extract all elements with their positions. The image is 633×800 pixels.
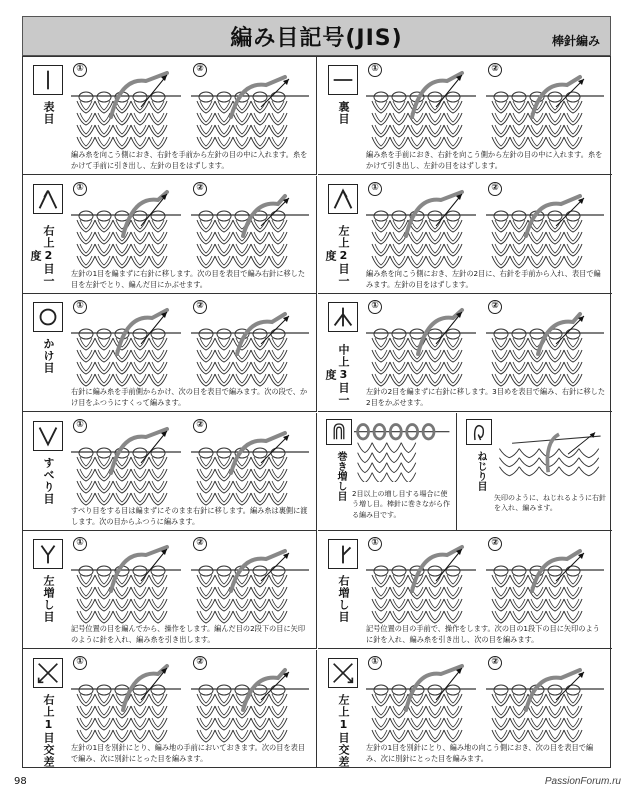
left-k2tog-symbol-icon [328, 184, 358, 214]
cast-on-loop-symbol-icon [326, 419, 352, 445]
yarn-over-symbol-icon [33, 302, 63, 332]
step-two-marker: ② [193, 419, 207, 433]
left-cross-symbol-icon [328, 658, 358, 688]
watermark: PassionForum.ru [544, 776, 621, 787]
stitch-name: すべり目 [42, 456, 55, 505]
knitting-illustration [71, 304, 311, 388]
step-one-marker: ① [73, 656, 87, 670]
step-one-marker: ① [368, 537, 382, 551]
stitch-description: 2目以上の増し目する場合に使う増し目。棒針に巻きながら作る編み目です。 [352, 489, 450, 519]
stitch-name: 表目 [42, 101, 55, 125]
stitch-name: 左上1目交差 [337, 694, 350, 768]
knit-symbol-icon [33, 65, 63, 95]
step-one-marker: ① [73, 63, 87, 77]
page-number: 98 [14, 776, 27, 787]
left-increase-symbol-icon [33, 539, 63, 569]
knitting-illustration [71, 660, 311, 744]
symbol-grid [22, 56, 611, 768]
knitting-illustration [71, 423, 311, 507]
step-two-marker: ② [488, 537, 502, 551]
symbol-cell [318, 294, 612, 412]
stitch-name: ねじり目 [475, 450, 486, 491]
symbol-cell [23, 413, 317, 531]
knitting-illustration [366, 304, 606, 388]
right-increase-symbol-icon [328, 539, 358, 569]
page-subtitle: 棒針編み [551, 34, 600, 48]
stitch-description: すべり目をする目は編まずにそのまま右針に移します。編み糸は裏側に渡します。次の目からふつうに編みます。 [71, 505, 308, 526]
stitch-description: 記号位置の目を編んでから、操作をします。編んだ目の2段下の目に矢印のように針を入れ、編み糸を引き出します。 [71, 624, 306, 645]
stitch-name: 巻き増し目 [335, 450, 346, 501]
knitting-illustration [354, 419, 454, 479]
stitch-description: 右針に編み糸を手前側からかけ、次の目を表目で編みます。次の段で、かけ目をふつうにすくって編みます。 [71, 387, 308, 408]
symbol-cell [23, 294, 317, 412]
stitch-name: 左上2目一度 [324, 225, 350, 288]
step-two-marker: ② [488, 63, 502, 77]
symbol-cell [318, 531, 612, 649]
center-k3tog-symbol-icon [328, 302, 358, 332]
step-one-marker: ① [368, 63, 382, 77]
step-two-marker: ② [193, 300, 207, 314]
knitting-illustration [71, 186, 311, 270]
stitch-name: 右増し目 [337, 575, 350, 624]
step-two-marker: ② [193, 182, 207, 196]
right-cross-symbol-icon [33, 658, 63, 688]
step-one-marker: ① [368, 656, 382, 670]
step-two-marker: ② [193, 63, 207, 77]
stitch-name: かけ目 [42, 338, 55, 375]
twisted-stitch-symbol-icon [466, 419, 492, 445]
step-one-marker: ① [73, 537, 87, 551]
knitting-illustration [366, 660, 606, 744]
stitch-name: 中上3目一度 [324, 343, 350, 406]
symbol-cell [318, 176, 612, 294]
stitch-description: 矢印のように、ねじれるように右針を入れ、編みます。 [494, 493, 606, 513]
stitch-description: 編み糸を向こう側におき、右針を手前から左針の目の中に入れます。糸をかけて手前に引き出し、左針の目をはずします。 [71, 150, 308, 170]
step-two-marker: ② [193, 656, 207, 670]
knitting-illustration [494, 427, 606, 487]
knitting-illustration [366, 541, 606, 625]
step-two-marker: ② [488, 656, 502, 670]
stitch-name: 右上2目一度 [29, 225, 55, 288]
purl-symbol-icon [328, 65, 358, 95]
split-divider [456, 413, 457, 531]
knitting-illustration [71, 541, 311, 625]
page-title: 編み目記号(JIS) [230, 26, 403, 51]
step-one-marker: ① [73, 182, 87, 196]
symbol-cell [318, 57, 612, 175]
stitch-description: 編み糸を手前におき、右針を向こう側から左針の目の中に入れます。糸をかけて引き出し、左針の目をはずします。 [366, 150, 603, 170]
stitch-description: 編み糸を向こう側におき、左針の2目に、右針を手前から入れ、表目で編みます。左針の目をはずします。 [366, 268, 601, 289]
step-two-marker: ② [488, 300, 502, 314]
stitch-name: 右上1目交差 [42, 694, 55, 768]
symbol-cell [23, 650, 317, 768]
step-one-marker: ① [73, 419, 87, 433]
page-header [22, 16, 611, 56]
symbol-cell [23, 176, 317, 294]
step-one-marker: ① [368, 182, 382, 196]
stitch-name: 裏目 [337, 101, 350, 125]
stitch-name: 左増し目 [42, 575, 55, 624]
step-two-marker: ② [488, 182, 502, 196]
stitch-description: 左針の1目を別針にとり、編み地の手前においておきます。次の目を表目で編み、次に別針にとった目を編みます。 [71, 743, 306, 763]
stitch-description: 左針の2目を編まずに右針に移します。3目めを表目で編み、右針に移した2目をかぶせます。 [366, 387, 606, 408]
stitch-description: 左針の1目を別針にとり、編み地の向こう側におき、次の目を表目で編み、次に別針にとった目を編みます。 [366, 743, 594, 763]
knitting-illustration [71, 67, 311, 151]
symbol-cell [23, 57, 317, 175]
knitting-illustration [366, 67, 606, 151]
step-one-marker: ① [73, 300, 87, 314]
step-two-marker: ② [193, 537, 207, 551]
stitch-description: 左針の1目を編まずに右針に移します。次の目を表目で編み右針に移した目を左針でとり、編んだ目にかぶせます。 [71, 268, 306, 289]
stitch-description: 記号位置の目の手前で、操作をします。次の目の1段下の目に矢印のように針を入れ、編み糸を引き出し、次の目を編みます。 [366, 624, 600, 645]
symbol-cell-split [318, 413, 612, 531]
slip-stitch-symbol-icon [33, 421, 63, 451]
step-one-marker: ① [368, 300, 382, 314]
symbol-cell [23, 531, 317, 649]
knitting-illustration [366, 186, 606, 270]
symbol-cell [318, 650, 612, 768]
right-k2tog-symbol-icon [33, 184, 63, 214]
